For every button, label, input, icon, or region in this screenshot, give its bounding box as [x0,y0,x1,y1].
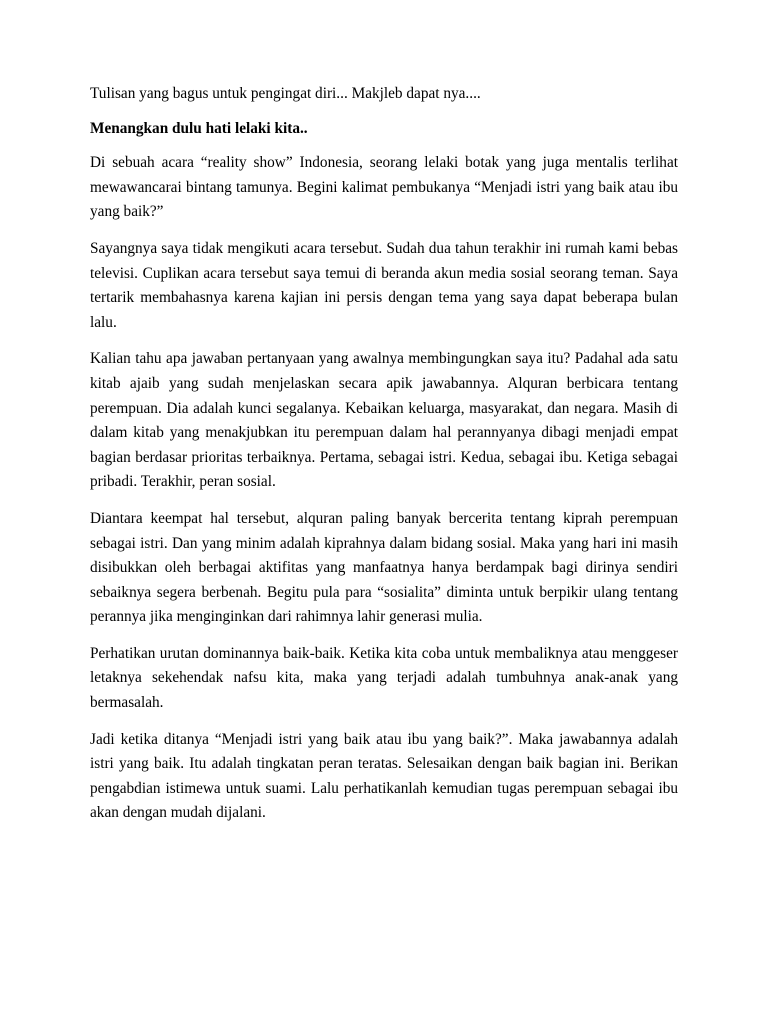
paragraph: Diantara keempat hal tersebut, alquran paling banyak bercerita tentang kiprah perempuan sebagai istri. Dan yang minim adalah kiprahnya dalam bidang sosial. Maka yang hari ini masih disibukkan oleh berbagai aktifitas yang manfaatnya hanya berdampak bagi dirinya sendiri sebaiknya segera berbenah. Begitu pula para “sosialita” diminta untuk berpikir ulang tentang perannya jika menginginkan dari rahimnya lahir generasi mulia. [90,509,678,626]
intro-line: Tulisan yang bagus untuk pengingat diri... Makjleb dapat nya.... [90,85,481,102]
paragraph: Kalian tahu apa jawaban pertanyaan yang awalnya membingungkan saya itu? Padahal ada satu kitab ajaib yang sudah menjelaskan secara apik jawabannya. Alquran berbicara tentang perempuan. Dia adalah kunci segalanya. Kebaikan keluarga, masyarakat, dan negara. Masih di dalam kitab yang menakjubkan itu perempuan dalam hal perannyanya dibagi menjadi empat bagian berdasar prioritas terbaiknya. Pertama, sebagai istri. Kedua, sebagai ibu. Ketiga sebagai pribadi. Terakhir, peran sosial. [90,350,678,491]
paragraph: Perhatikan urutan dominannya baik-baik. Ketika kita coba untuk membaliknya atau menggeser letaknya sekehendak nafsu kita, maka yang terjadi adalah tumbuhnya anak-anak yang bermasalah. [90,644,678,712]
paragraph: Jadi ketika ditanya “Menjadi istri yang baik atau ibu yang baik?”. Maka jawabannya adalah istri yang baik. Itu adalah tingkatan peran teratas. Selesaikan dengan baik bagian ini. Berikan pengabdian istimewa untuk suami. Lalu perhatikanlah kemudian tugas perempuan sebagai ibu akan dengan mudah dijalani. [90,730,678,822]
paragraph: Di sebuah acara “reality show” Indonesia, seorang lelaki botak yang juga mentalis terlihat mewawancarai bintang tamunya. Begini kalimat pembukanya “Menjadi istri yang baik atau ibu yang baik?” [90,154,678,221]
paragraph: Sayangnya saya tidak mengikuti acara tersebut. Sudah dua tahun terakhir ini rumah kami bebas televisi. Cuplikan acara tersebut saya temui di beranda akun media sosial seorang teman. Saya tertarik membahasnya karena kajian ini persis dengan tema yang saya dapat beberapa bulan lalu. [90,239,678,331]
document-body [90,82,678,838]
article-title: Menangkan dulu hati lelaki kita.. [90,119,308,137]
